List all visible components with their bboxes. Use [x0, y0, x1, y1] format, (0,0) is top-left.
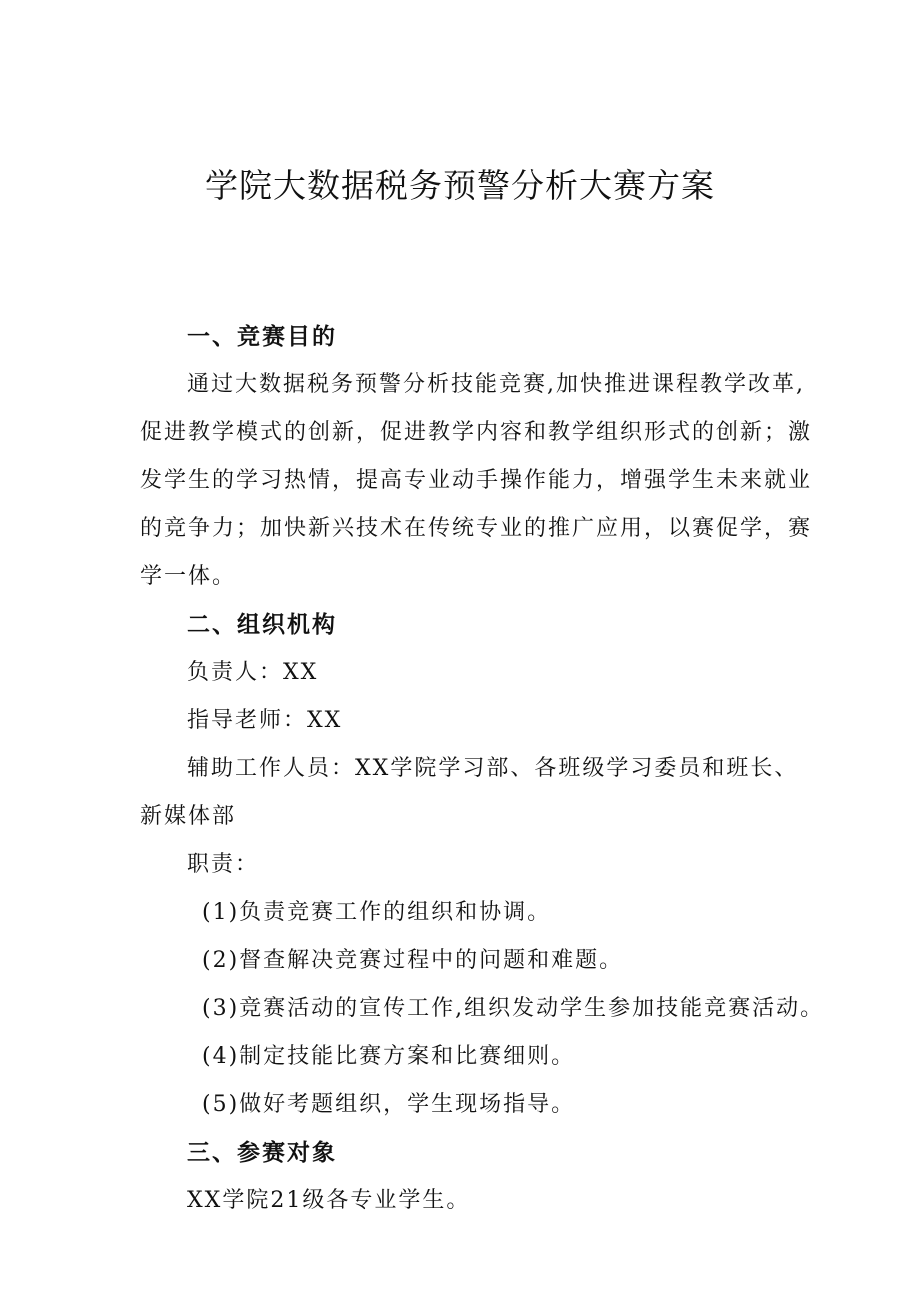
paragraph-line: 发学生的学习热情，提高专业动手操作能力，增强学生未来就业	[140, 468, 813, 493]
assistants-line-continued: 新媒体部	[140, 804, 237, 829]
duty-item: (5)做好考题组织，学生现场指导。	[202, 1092, 576, 1117]
paragraph-line: 的竞争力；加快新兴技术在传统专业的推广应用，以赛促学，赛	[140, 516, 813, 541]
section-heading-organization: 二、组织机构	[187, 612, 337, 638]
duties-label: 职责：	[187, 852, 260, 877]
duty-item: (3)竞赛活动的宣传工作,组织发动学生参加技能竞赛活动。	[202, 996, 825, 1021]
leader-line: 负责人：XX	[187, 660, 319, 685]
duty-item: (2)督查解决竞赛过程中的问题和难题。	[202, 948, 624, 973]
duty-item: (4)制定技能比赛方案和比赛细则。	[202, 1044, 576, 1069]
document-title: 学院大数据税务预警分析大赛方案	[205, 166, 715, 205]
duty-item: (1)负责竞赛工作的组织和协调。	[202, 900, 552, 925]
section-heading-participants: 三、参赛对象	[187, 1140, 337, 1166]
assistants-line: 辅助工作人员：XX学院学习部、各班级学习委员和班长、	[187, 756, 799, 781]
participants-text: XX学院21级各专业学生。	[187, 1188, 471, 1213]
document-body	[140, 313, 825, 1225]
advisor-line: 指导老师：XX	[187, 708, 343, 733]
paragraph-line: 通过大数据税务预警分析技能竞赛,加快推进课程教学改革,	[187, 372, 805, 397]
paragraph-line: 学一体。	[140, 564, 237, 589]
section-heading-purpose: 一、竞赛目的	[187, 324, 337, 350]
paragraph-line: 促进教学模式的创新，促进教学内容和教学组织形式的创新；激	[140, 420, 813, 445]
